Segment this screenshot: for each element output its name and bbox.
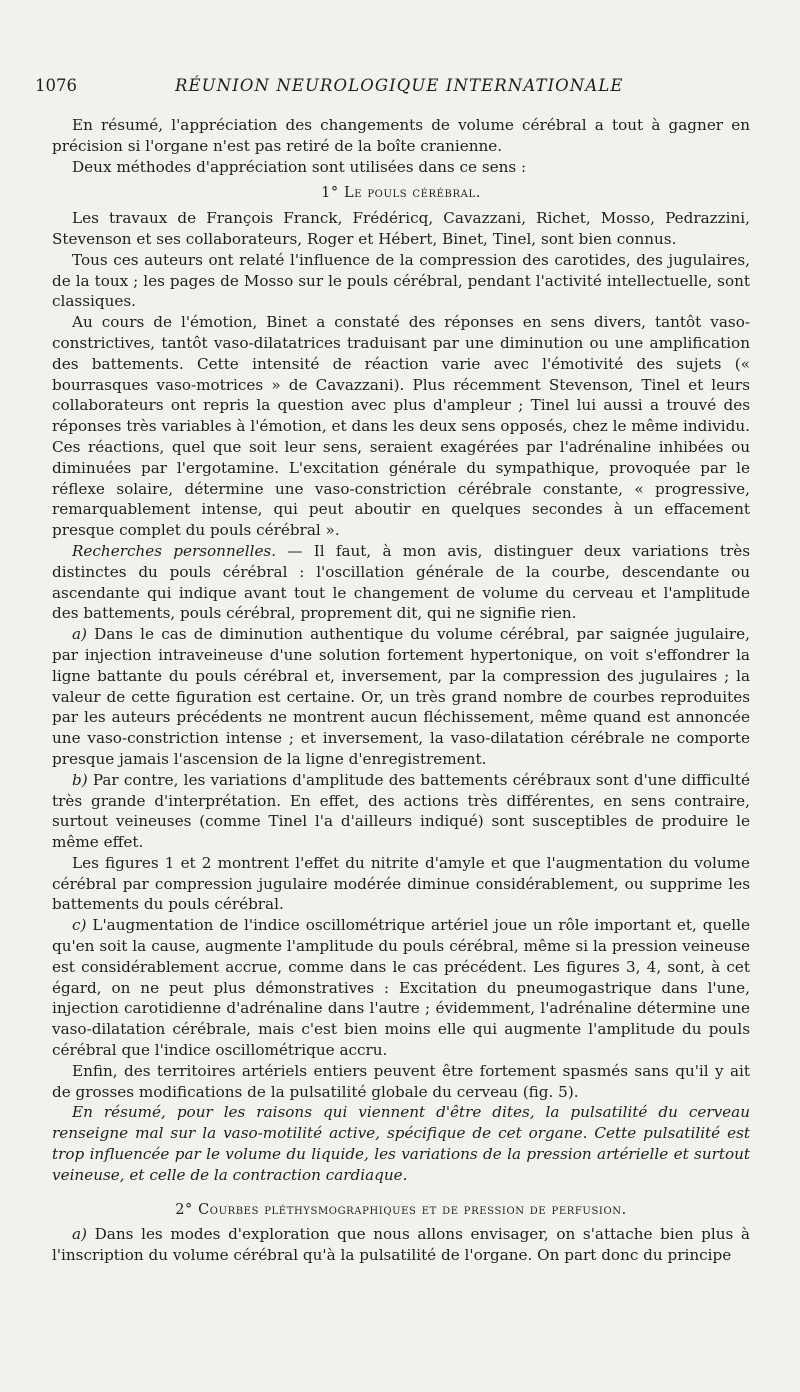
paragraph — [52, 1224, 750, 1266]
intro-paragraph: Deux méthodes d'appréciation sont utilisées dans ce sens : — [72, 157, 527, 176]
body-text — [52, 115, 750, 1266]
paragraph-label: Recherches personnelles. — [72, 541, 277, 560]
paragraph — [52, 915, 750, 1061]
list-label: a) — [72, 625, 87, 644]
paragraph: Au cours de l'émotion, Binet a constaté des réponses en sens divers, tantôt vaso-constrictives, tantôt vaso-dilatatrices traduisant par une diminution ou une amplification des battements. Cette intensité de réaction varie avec l'émotivité des sujets (« bourrasques vaso-motrices » de Cavazzani). Plus récemment Stevenson, Tinel et leurs collaborateurs ont repris la question avec plus d'ampleur ; Tinel lui aussi a trouvé des réponses très variables à l'émotion, et dans les deux sens opposés, chez le même individu. Ces réactions, quel que soit leur sens, seraient exagérées par l'adrénaline inhibées ou diminuées par l'ergotamine. L'excitation générale du sympathique, provoquée par le réflexe solaire, détermine une vaso-constriction cérébrale constante, « progressive, remarquablement intense, qui peut aboutir en quelques secondes à un effacement presque complet du pouls cérébral ». — [52, 313, 750, 540]
section-heading: 1° Le pouls cérébral. — [321, 185, 481, 202]
paragraph: Les travaux de François Franck, Frédéricq, Cavazzani, Richet, Mosso, Pedrazzini, Stevenson et ses collaborateurs, Roger et Hébert, Binet, Tinel, sont bien connus. — [52, 209, 750, 248]
paragraph — [52, 624, 750, 770]
page-number: 1076 — [35, 76, 77, 95]
paragraph-body: Dans les modes d'exploration que nous allons envisager, on s'attache bien plus à l'inscription du volume cérébral qu'à la pulsatilité de l'organe. On part donc du principe — [52, 1225, 750, 1265]
paragraph-body: — Il faut, à mon avis, distinguer deux variations très distinctes du pouls cérébral : l'oscillation générale de la courbe, descendante ou ascendante qui indique avant tout le changement de volume du cerveau et l'amplitude des battements, pouls cérébral, proprement dit, qui ne signifie rien. — [52, 541, 750, 623]
paragraph: Tous ces auteurs ont relaté l'influence de la compression des carotides, des jugulaires, de la toux ; les pages de Mosso sur le pouls cérébral, pendant l'activité intellectuelle, sont classiques. — [52, 250, 750, 311]
list-label: c) — [72, 916, 87, 935]
intro-paragraph: En résumé, l'appréciation des changements de volume cérébral a tout à gagner en précision si l'organe n'est pas retiré de la boîte cranienne. — [52, 116, 750, 155]
list-label: a) — [72, 1225, 87, 1244]
paragraph — [52, 541, 750, 624]
paragraph: Enfin, des territoires artériels entiers peuvent être fortement spasmés sans qu'il y ait de grosses modifications de la pulsatilité globale du cerveau (fig. 5). — [52, 1061, 750, 1101]
paragraph: Les figures 1 et 2 montrent l'effet du nitrite d'amyle et que l'augmentation du volume cérébral par compression jugulaire modérée diminue considérablement, ou supprime les battements du pouls cérébral. — [52, 853, 750, 914]
paragraph-body: Dans le cas de diminution authentique du volume cérébral, par saignée jugulaire, par injection intraveineuse d'une solution fortement hypertonique, on voit s'effondrer la ligne battante du pouls cérébral et, inversement, par la compression des jugulaires ; la valeur de cette figuration est certaine. Or, un très grand nombre de courbes reproduites par les auteurs précédents ne montrent aucun fléchissement, même quand est annoncée une vaso-constriction intense ; et inversement, la vaso-dilatation cérébrale ne comporte presque jamais l'ascension de la ligne d'enregistrement. — [52, 625, 750, 768]
section-heading: 2° Courbes pléthysmographiques et de pression de perfusion. — [175, 1201, 627, 1218]
paragraph-body: L'augmentation de l'indice oscillométrique artériel joue un rôle important et, quelle qu'en soit la cause, augmente l'amplitude du pouls cérébral, même si la pression veineuse est considérablement accrue, comme dans le cas précédent. Les figures 3, 4, sont, à cet égard, on ne peut plus démonstratives : Excitation du pneumogastrique dans l'une, injection carotidienne d'adrénaline dans l'autre ; évidemment, l'adrénaline détermine une vaso-dilatation cérébrale, mais c'est bien moins elle qui augmente l'amplitude du pouls cérébral que l'indice oscillométrique accru. — [52, 916, 750, 1060]
paragraph-body: Par contre, les variations d'amplitude des battements cérébraux sont d'une difficulté très grande d'interprétation. En effet, des actions très différentes, en sens contraire, surtout veineuses (comme Tinel l'a d'ailleurs indiqué) sont susceptibles de produire le même effet. — [52, 770, 750, 852]
running-title: RÉUNION NEUROLOGIQUE INTERNATIONALE — [175, 76, 624, 95]
paragraph — [52, 770, 750, 853]
summary-paragraph: En résumé, pour les raisons qui viennent d'être dites, la pulsatilité du cerveau renseigne mal sur la vaso-motilité active, spécifique de cet organe. Cette pulsatilité est trop influencée par le volume du liquide, les variations de la pression artérielle et surtout veineuse, et celle de la contraction cardiaque. — [52, 1103, 750, 1184]
list-label: b) — [72, 770, 88, 789]
page-header — [35, 76, 750, 100]
